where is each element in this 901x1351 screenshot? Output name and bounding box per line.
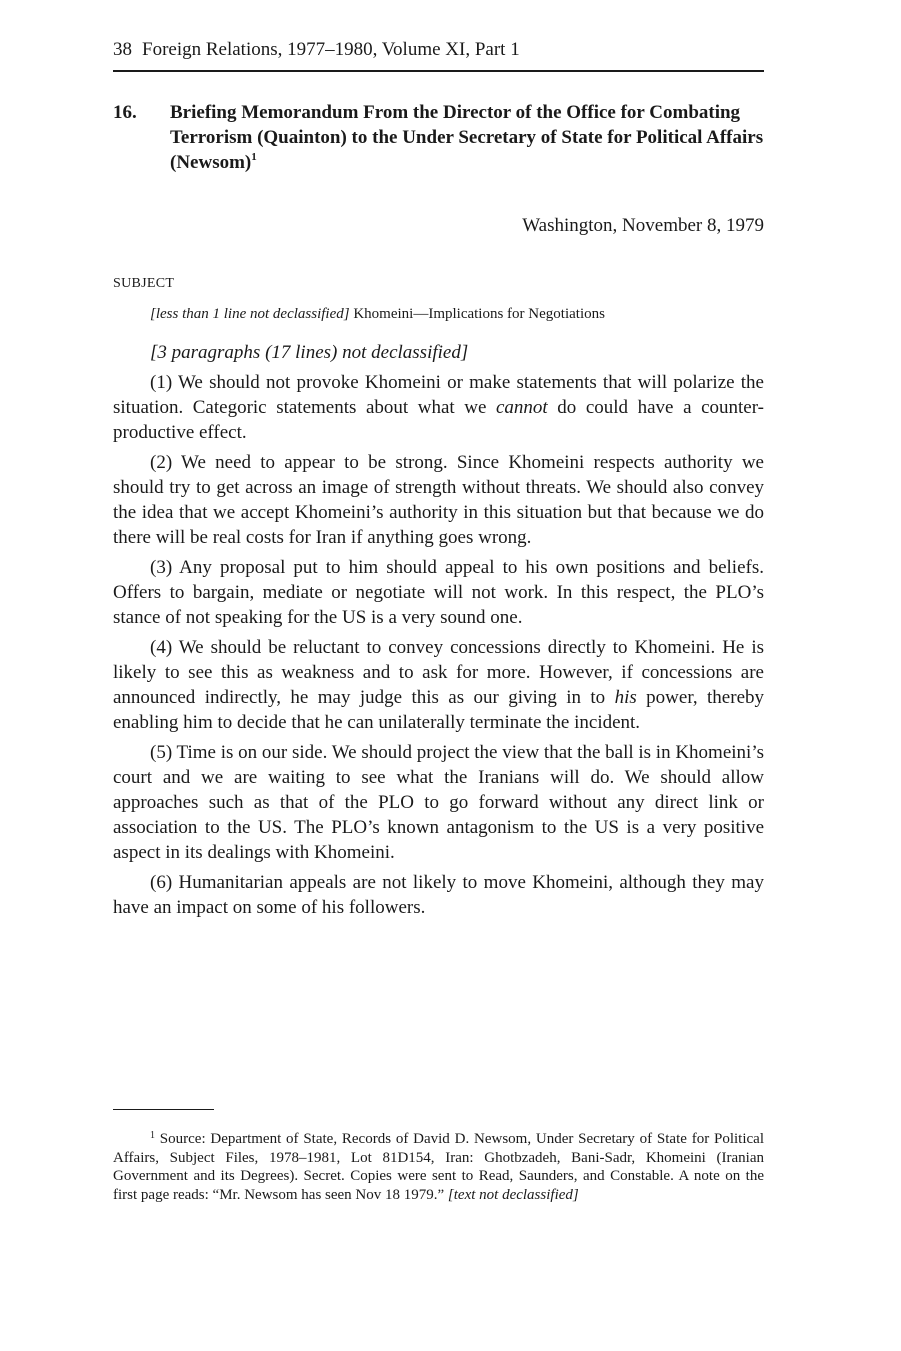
footnote-text: Source: Department of State, Records of David D. Newsom, Under Secretary of State for Political Affairs, Subject Files, 1978–1981, Lot 81D154, Iran: Ghotbzadeh, Bani-Sadr, Khomeini (Iranian Government and its Degrees). Secret. Copies were sent to Read, Saunders, and Constable. A note on the first page reads: “Mr. Newsom has seen Nov 18 1979.” [113, 1131, 764, 1203]
paragraph-4 [113, 635, 764, 735]
redaction-note: [3 paragraphs (17 lines) not declassified] [150, 342, 469, 363]
document-title-text: Briefing Memorandum From the Director of the Office for Combating Terrorism (Quainton) to the Under Secretary of State for Political Affairs (Newsom) [170, 102, 764, 173]
footnote-marker: 1 [150, 1130, 155, 1141]
paragraph-3: (3) Any proposal put to him should appeal to his own positions and beliefs. Offers to bargain, mediate or negotiate will not work. In this respect, the PLO’s stance of not speaking for the US is a very sound one. [113, 557, 764, 628]
paragraph-4-text-a: (4) We should be reluctant to convey concessions directly to Khomeini. He is likely to see this as weakness and to ask for more. However, if concessions are announced indirectly, he may judge this as our giving in to [113, 637, 764, 708]
paragraph-5: (5) Time is on our side. We should project the view that the ball is in Khomeini’s court and we are waiting to see what the Iranians will do. We should allow approaches such as that of the PLO to go forward without any direct link or association to the US. The PLO’s known antagonism to the US is a very positive aspect in its dealings with Khomeini. [113, 742, 764, 863]
footnote-rule [113, 1109, 214, 1110]
subject-text: Khomeini—Implications for Negotiations [349, 306, 605, 322]
running-head [113, 38, 764, 62]
footnote-note: [text not declassified] [447, 1186, 579, 1203]
footnote [113, 1130, 764, 1204]
header-rule [113, 70, 764, 72]
volume-title: Foreign Relations, 1977–1980, Volume XI, Part 1 [142, 39, 520, 60]
subject-line [150, 304, 605, 324]
footnote-reference[interactable]: 1 [251, 151, 257, 163]
document-title [170, 100, 764, 175]
memo-body [113, 340, 764, 925]
subject-note: [less than 1 line not declassified] [150, 306, 350, 322]
paragraph-4-text-b: power, thereby enabling him to decide that he can unilaterally terminate the incident. [113, 687, 765, 733]
paragraph-2: (2) We need to appear to be strong. Since Khomeini respects authority we should try to get across an image of strength without threats. We should also convey the idea that we accept Khomeini’s authority in this situation but that because we do there will be real costs for Iran if anything goes wrong. [113, 452, 764, 548]
paragraph-4-emphasis: his [614, 687, 637, 708]
paragraph-1-text-a: (1) We should not provoke Khomeini or make statements that will polarize the situation. Categoric statements about what we [113, 372, 764, 418]
paragraph-1-text-b: do could have a counter-productive effect. [113, 397, 764, 443]
paragraph-6: (6) Humanitarian appeals are not likely to move Khomeini, although they may have an impact on some of his followers. [113, 872, 764, 918]
paragraph-1 [113, 370, 764, 445]
paragraph-1-emphasis: cannot [495, 397, 548, 418]
dateline: Washington, November 8, 1979 [522, 215, 764, 236]
paragraph-redacted [113, 340, 764, 365]
page-number: 38 [113, 39, 132, 60]
document-number: 16. [113, 102, 137, 123]
subject-label: SUBJECT [113, 276, 175, 291]
